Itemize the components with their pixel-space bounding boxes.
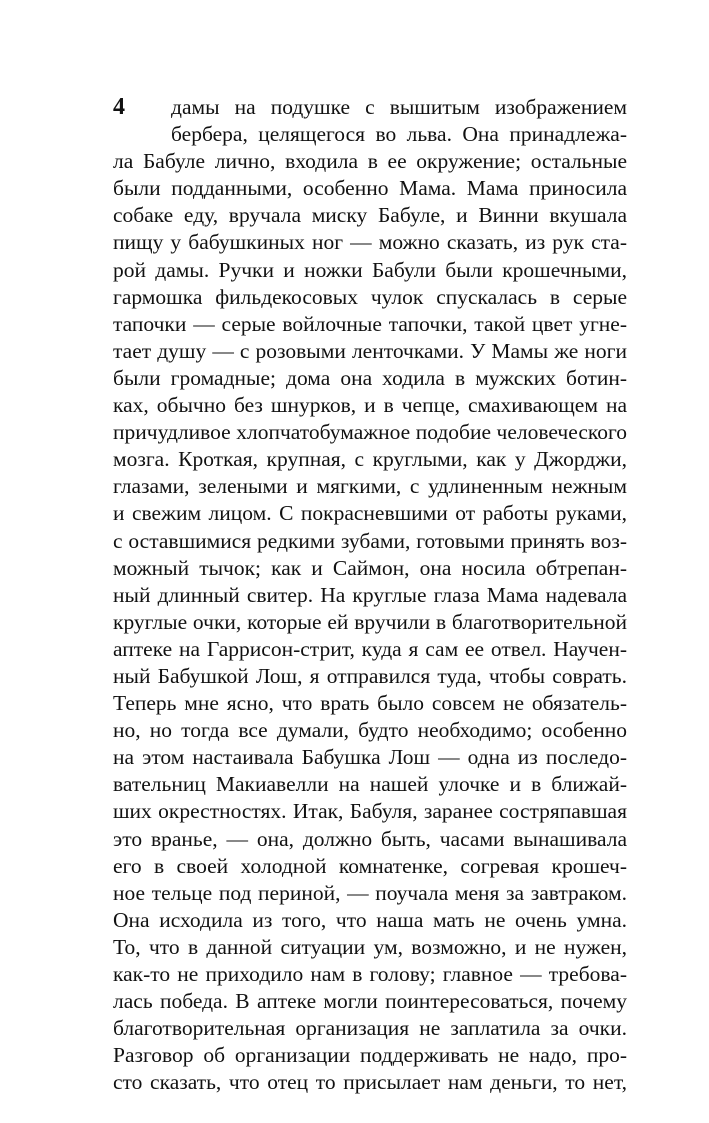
text-line: круглые очки, которые ей вручили в благотворительной xyxy=(113,609,627,634)
text-line: ках, обычно без шнурков, и в чепце, смахивающем на xyxy=(113,393,627,418)
text-line: рой дамы. Ручки и ножки Бабули были крошечными, xyxy=(113,257,627,282)
text-line: ный длинный свитер. На круглые глаза Мама надевала xyxy=(113,582,627,607)
text-line: были громадные; дома она ходила в мужских ботин- xyxy=(113,365,627,390)
text-line: можный тычок; как и Саймон, она носила обтрепан- xyxy=(113,555,627,580)
text-line: дамы на подушке с вышитым изображением xyxy=(171,95,627,119)
text-line: тапочки — серые войлочные тапочки, такой цвет угне- xyxy=(113,311,627,336)
text-line: бербера, целящегося во льва. Она принадлежа- xyxy=(171,122,627,147)
text-line: и свежим лицом. С покрасневшими от работы руками, xyxy=(113,501,627,526)
text-line: Она исходила из того, что наша мать не очень умна. xyxy=(113,907,627,932)
text-line: на этом настаивала Бабушка Лош — одна из последо- xyxy=(113,745,627,770)
text-line: тает душу — с розовыми ленточками. У Мамы же ноги xyxy=(113,338,627,363)
text-line: это вранье, — она, должно быть, часами вынашивала xyxy=(113,826,627,851)
text-line: аптеке на Гаррисон-стрит, куда я сам ее отвел. Научен- xyxy=(113,636,627,661)
text-line: лась победа. В аптеке могли поинтересоваться, почему xyxy=(113,989,627,1014)
text-line: пищу у бабушкиных ног — можно сказать, из рук ста- xyxy=(113,230,627,255)
text-line: ный Бабушкой Лош, я отправился туда, чтобы соврать. xyxy=(113,663,627,688)
text-line: но, но тогда все думали, будто необходимо; особенно xyxy=(113,718,627,743)
text-line: Теперь мне ясно, что врать было совсем не обязатель- xyxy=(113,691,627,716)
text-line: ших окрестностях. Итак, Бабуля, заранее состряпавшая xyxy=(113,799,627,824)
text-line: были подданными, особенно Мама. Мама приносила xyxy=(113,176,627,201)
text-line: То, что в данной ситуации ум, возможно, и не нужен, xyxy=(113,934,627,959)
text-line: благотворительная организация не заплатила за очки. xyxy=(113,1016,627,1041)
text-line: собаке еду, вручала миску Бабуле, и Винни вкушала xyxy=(113,203,627,228)
text-line: как-то не приходило нам в голову; главное — требова- xyxy=(113,962,627,986)
body-text xyxy=(113,94,627,1096)
page-number: 4 xyxy=(113,94,125,120)
text-line: ла Бабуле лично, входила в ее окружение; остальные xyxy=(113,149,627,174)
text-line: его в своей холодной комнатенке, согревая крошеч- xyxy=(113,853,627,878)
text-line: Разговор об организации поддерживать не надо, про- xyxy=(113,1043,627,1068)
text-line: мозга. Кроткая, крупная, с круглыми, как у Джорджи, xyxy=(113,447,627,472)
text-line: ное тельце под периной, — поучала меня за завтраком. xyxy=(113,880,627,905)
text-line: сто сказать, что отец то присылает нам деньги, то нет, xyxy=(113,1070,627,1095)
text-line: с оставшимися редкими зубами, готовыми принять воз- xyxy=(113,528,627,553)
text-line: причудливое хлопчатобумажное подобие человеческого xyxy=(113,420,627,445)
text-line: глазами, зелеными и мягкими, с удлиненным нежным xyxy=(113,474,627,499)
text-line: вательниц Макиавелли на нашей улочке и в ближай- xyxy=(113,772,627,797)
text-line: гармошка фильдекосовых чулок спускалась в серые xyxy=(113,284,627,309)
